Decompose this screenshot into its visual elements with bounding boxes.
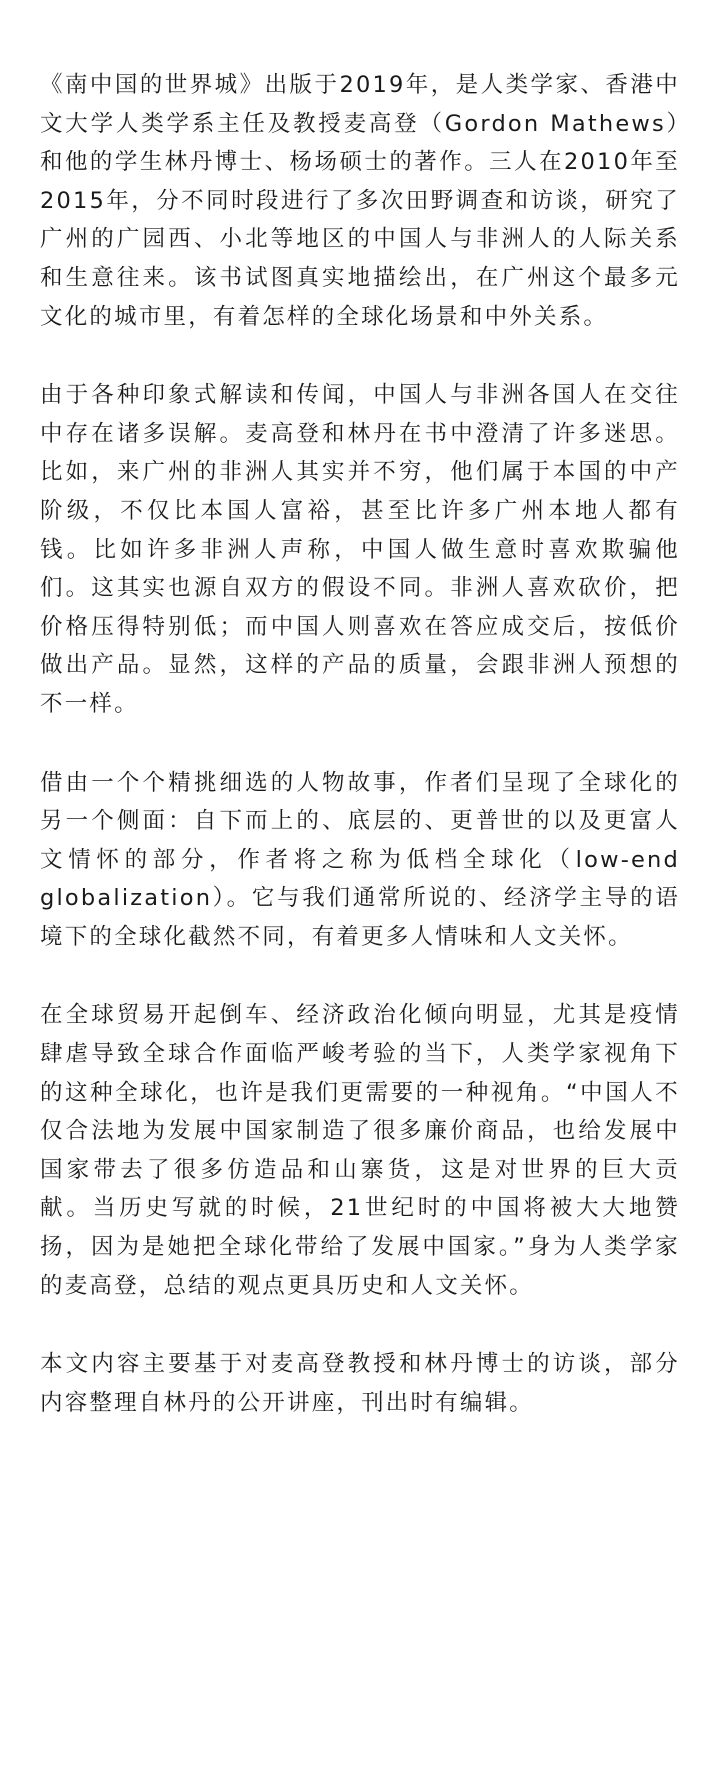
paragraph-book-intro: 《南中国的世界城》出版于2019年，是人类学家、香港中文大学人类学系主任及教授麦高登（Gordon Mathews）和他的学生林丹博士、杨场硕士的著作。三人在2010年至2015年，分不同时段进行了多次田野调查和访谈，研究了广州的广园西、小北等地区的中国人与非洲人的人际关系和生意往来。该书试图真实地描绘出，在广州这个最多元文化的城市里，有着怎样的全球化场景和中外关系。 [40, 72, 680, 330]
paragraph-source-note: 本文内容主要基于对麦高登教授和林丹博士的访谈，部分内容整理自林丹的公开讲座，刊出时有编辑。 [40, 1351, 680, 1416]
paragraph-low-end-globalization: 借由一个个精挑细选的人物故事，作者们呈现了全球化的另一个侧面：自下而上的、底层的、更普世的以及更富人文情怀的部分，作者将之称为低档全球化（low-end globalization）。它与我们通常所说的、经济学主导的语境下的全球化截然不同，有着更多人情味和人文关怀。 [40, 769, 680, 950]
paragraph-anthropological-perspective: 在全球贸易开起倒车、经济政治化倾向明显，尤其是疫情肆虐导致全球合作面临严峻考验的当下，人类学家视角下的这种全球化，也许是我们更需要的一种视角。“中国人不仅合法地为发展中国家制造了很多廉价商品，也给发展中国家带去了很多仿造品和山寨货，这是对世界的巨大贡献。当历史写就的时候，21世纪时的中国将被大大地赞扬，因为是她把全球化带给了发展中国家。”身为人类学家的麦高登，总结的观点更具历史和人文关怀。 [40, 1002, 680, 1299]
paragraph-misunderstandings: 由于各种印象式解读和传闻，中国人与非洲各国人在交往中存在诸多误解。麦高登和林丹在书中澄清了许多迷思。比如，来广州的非洲人其实并不穷，他们属于本国的中产阶级，不仅比本国人富裕，甚至比许多广州本地人都有钱。比如许多非洲人声称，中国人做生意时喜欢欺骗他们。这其实也源自双方的假设不同。非洲人喜欢砍价，把价格压得特别低；而中国人则喜欢在答应成交后，按低价做出产品。显然，这样的产品的质量，会跟非洲人预想的不一样。 [40, 382, 680, 717]
